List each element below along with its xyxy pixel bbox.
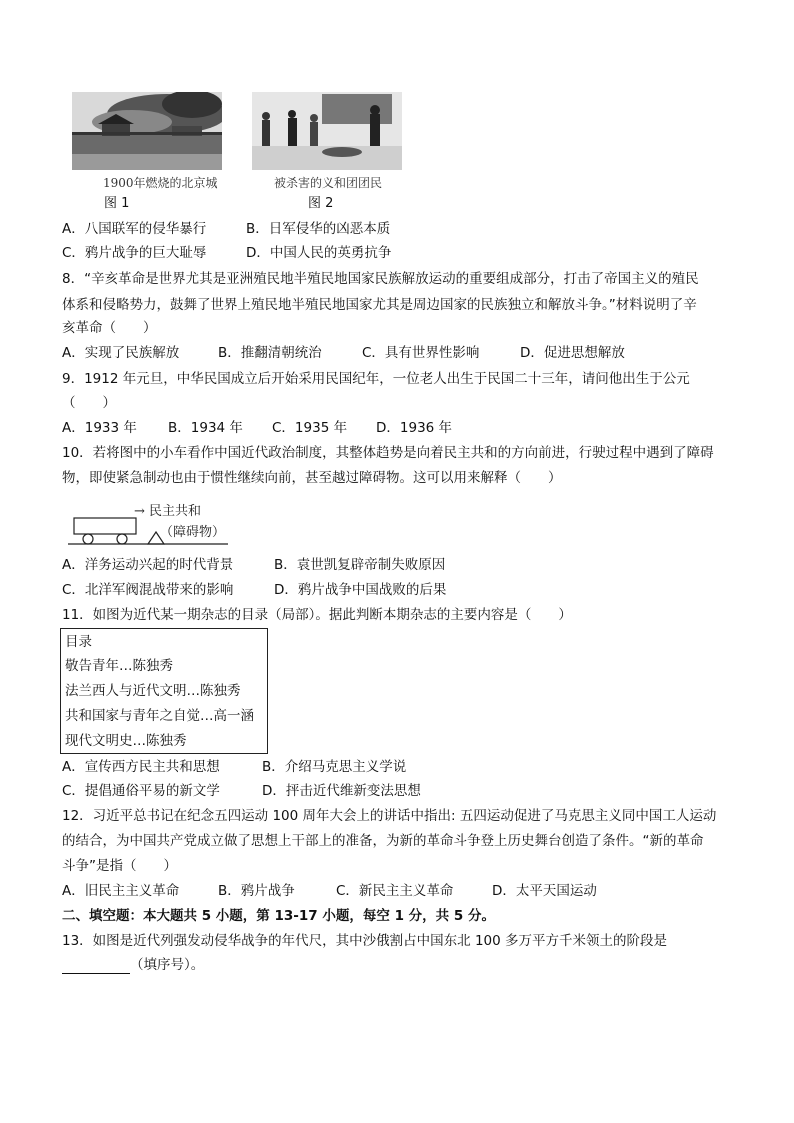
q11-option-a: A．宣传西方民主共和思想 (62, 759, 220, 775)
q12-line-1: 12．习近平总书记在纪念五四运动 100 周年大会上的讲话中指出: 五四运动促进了马克思主义同中国工人运动 (62, 808, 717, 824)
q12-option-c: C．新民主主义革命 (336, 883, 454, 899)
q12-line-3: 斗争”是指（ ） (62, 858, 177, 874)
q13-answer-blank[interactable] (62, 959, 130, 974)
q11-option-c: C．提倡通俗平易的新文学 (62, 783, 220, 799)
q8-line-2: 体系和侵略势力，鼓舞了世界上殖民地半殖民地国家尤其是周边国家的民族独立和解放斗争。”材料说明了辛 (62, 297, 697, 313)
q13-line-2-suffix: （填序号）。 (130, 957, 205, 973)
q13-line-2 (62, 956, 204, 974)
q10-option-b: B．袁世凯复辟帝制失败原因 (274, 557, 446, 573)
catalog-item-1: 敬告青年…陈独秀 (65, 658, 173, 674)
q9-line-2: （ ） (62, 395, 116, 411)
figure-2-caption: 被杀害的义和团团民 (274, 176, 383, 190)
figure-2-photo (252, 92, 402, 170)
q12-option-d: D．太平天国运动 (492, 883, 597, 899)
q9-option-a: A．1933 年 (62, 420, 137, 436)
q9-option-c: C．1935 年 (272, 420, 348, 436)
q12-option-b: B．鸦片战争 (218, 883, 295, 899)
catalog-item-3: 共和国家与青年之自觉…高一涵 (65, 708, 254, 724)
q11-option-d: D．抨击近代维新变法思想 (262, 783, 421, 799)
q9-option-b: B．1934 年 (168, 420, 243, 436)
catalog-title: 目录 (65, 634, 92, 650)
q8-option-c: C．具有世界性影响 (362, 345, 480, 361)
q12-option-a: A．旧民主主义革命 (62, 883, 180, 899)
q9-line-1: 9．1912 年元旦，中华民国成立后开始采用民国纪年，一位老人出生于民国二十三年，请问他出生于公元 (62, 371, 690, 387)
q10-arrow-label: → 民主共和 (134, 504, 202, 519)
q10-line-1: 10．若将图中的小车看作中国近代政治制度，其整体趋势是向着民主共和的方向前进，行驶过程中遇到了障碍 (62, 445, 714, 461)
figure-1-photo (72, 92, 222, 170)
q7-option-c: C．鸦片战争的巨大耻辱 (62, 245, 207, 261)
q7-option-a: A．八国联军的侵华暴行 (62, 221, 207, 237)
q8-line-3: 亥革命（ ） (62, 320, 157, 336)
catalog-item-2: 法兰西人与近代文明…陈独秀 (65, 683, 241, 699)
q8-line-1: 8．“辛亥革命是世界尤其是亚洲殖民地半殖民地国家民族解放运动的重要组成部分，打击了帝国主义的殖民 (62, 271, 699, 287)
q10-line-2: 物，即使紧急制动也由于惯性继续向前，甚至越过障碍物。这可以用来解释（ ） (62, 470, 562, 486)
q8-option-b: B．推翻清朝统治 (218, 345, 322, 361)
figure-1-label: 图 1 (104, 196, 130, 211)
q12-line-2: 的结合，为中国共产党成立做了思想上干部上的准备，为新的革命斗争登上历史舞台创造了条件。“新的革命 (62, 833, 704, 849)
q11-option-b: B．介绍马克思主义学说 (262, 759, 407, 775)
q9-option-d: D．1936 年 (376, 420, 453, 436)
catalog-item-4: 现代文明史…陈独秀 (65, 733, 187, 749)
q10-obstacle-label: （障碍物） (160, 525, 226, 540)
q10-option-a: A．洋务运动兴起的时代背景 (62, 557, 234, 573)
q7-option-b: B．日军侵华的凶恶本质 (246, 221, 391, 237)
q13-line-1: 13．如图是近代列强发动侵华战争的年代尺，其中沙俄割占中国东北 100 多万平方千米领土的阶段是 (62, 933, 668, 949)
section-2-heading: 二、填空题：本大题共 5 小题，第 13-17 小题，每空 1 分，共 5 分。 (62, 908, 495, 924)
q8-option-a: A．实现了民族解放 (62, 345, 180, 361)
q7-option-d: D．中国人民的英勇抗争 (246, 245, 392, 261)
figure-1-caption: 1900年燃烧的北京城 (103, 176, 218, 190)
figure-2-label: 图 2 (308, 196, 334, 211)
q8-option-d: D．促进思想解放 (520, 345, 625, 361)
q10-option-d: D．鸦片战争中国战败的后果 (274, 582, 447, 598)
q10-option-c: C．北洋军阀混战带来的影响 (62, 582, 234, 598)
magazine-catalog-box (60, 628, 268, 754)
q11-line: 11．如图为近代某一期杂志的目录（局部）。据此判断本期杂志的主要内容是（ ） (62, 607, 572, 623)
